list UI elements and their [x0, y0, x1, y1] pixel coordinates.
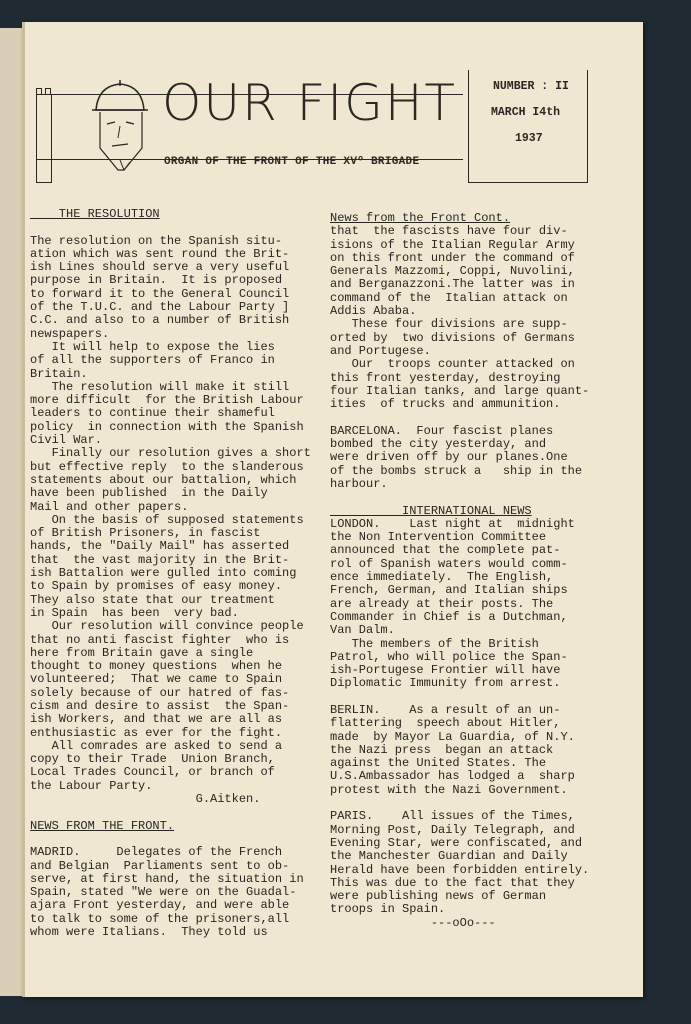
right-column-line [330, 491, 630, 504]
right-column-line: News from the Front Cont. [330, 211, 511, 225]
right-column-line: BERLIN. As a result of an un- [330, 702, 561, 717]
right-column-line: four Italian tanks, and large quant- [330, 383, 590, 398]
right-column-line: troops in Spain. [330, 902, 446, 917]
left-column-line: whom were Italians. They told us [30, 925, 268, 940]
right-column-line [330, 411, 630, 424]
right-column-line: harbour. [330, 476, 388, 491]
left-column-line: statements about our battalion, which [30, 472, 297, 487]
issue-year: 1937 [515, 132, 543, 145]
left-column-line: Civil War. [30, 433, 103, 448]
newspaper-subtitle: ORGAN OF THE FRONT OF THE XVº BRIGADE [164, 156, 420, 168]
left-column-line: enthusiastic as ever for the fight. [30, 725, 283, 740]
right-column-line: French, German, and Italian ships [330, 583, 568, 598]
left-column-line: to forward it to the General Council [30, 286, 290, 301]
right-column-line: the Manchester Guardian and Daily [330, 849, 568, 864]
right-column-line: LONDON. Last night at midnight [330, 516, 575, 531]
right-column-line: that the fascists have four div- [330, 224, 568, 239]
left-column-line: of the T.U.C. and the Labour Party ] [30, 300, 290, 315]
left-column-line: Our resolution will convince people [30, 619, 304, 634]
right-column-line: ities of trucks and ammunition. [330, 397, 561, 412]
right-column-line: Addis Ababa. [330, 304, 417, 319]
right-column-line: were driven off by our planes.One [330, 450, 568, 465]
left-column-line: policy in connection with the Spanish [30, 419, 304, 434]
right-column [330, 212, 630, 930]
right-column-line: This was due to the fact that they [330, 875, 575, 890]
left-column-line [30, 806, 320, 819]
right-column-line: this front yesterday, destroying [330, 370, 561, 385]
right-column-line: PARIS. All issues of the Times, [330, 809, 575, 824]
left-column-line: Mail and other papers. [30, 499, 189, 514]
right-column-line: flattering speech about Hitler, [330, 716, 561, 731]
left-column-line: serve, at first hand, the situation in [30, 871, 304, 886]
left-column-line: Britain. [30, 366, 88, 381]
right-column-line: bombed the city yesterday, and [330, 437, 547, 452]
issue-info-box [468, 70, 588, 183]
left-column-line: ish Workers, and that we are all as [30, 712, 283, 727]
right-column-line: command of the Italian attack on [330, 290, 568, 305]
right-column-line: Van Dalm. [330, 623, 395, 638]
right-column-line: Herald have been forbidden entirely. [330, 862, 590, 877]
left-column-line: cism and desire to assist the Span- [30, 698, 290, 713]
right-column-line: and Berganazzoni.The latter was in [330, 277, 575, 292]
right-column-line: INTERNATIONAL NEWS [330, 503, 532, 518]
left-column-line: The resolution on the Spanish situ- [30, 233, 283, 248]
left-column-line: NEWS FROM THE FRONT. [30, 818, 175, 833]
right-column-line: Evening Star, were confiscated, and [330, 835, 583, 850]
left-column-line: to talk to some of the prisoners,all [30, 911, 290, 926]
left-column-line: the Labour Party. [30, 778, 153, 793]
left-column-line: that the vast majority in the Brit- [30, 552, 290, 567]
left-column [30, 208, 320, 939]
right-column-line: Morning Post, Daily Telegraph, and [330, 822, 575, 837]
right-column-line: Generals Mazzomi, Coppi, Nuvolini, [330, 264, 575, 279]
newspaper-title: OUR FIGHT [162, 74, 457, 132]
left-column-line: THE RESOLUTION [30, 207, 160, 221]
right-column-line: were publishing news of German [330, 889, 547, 904]
left-column-line: of British Prisoners, in fascist [30, 526, 261, 541]
left-column-line: volunteered; That we came to Spain [30, 672, 283, 687]
right-column-line: the Nazi press began an attack [330, 742, 554, 757]
left-column-line: and Belgian Parliaments sent to ob- [30, 858, 290, 873]
left-column-line: purpose in Britain. It is proposed [30, 273, 283, 288]
left-column-line: The resolution will make it still [30, 379, 290, 394]
right-column-line: the Non Intervention Committee [330, 530, 547, 545]
issue-date: MARCH I4th [491, 106, 561, 119]
left-column-line: but effective reply to the slanderous [30, 459, 304, 474]
right-column-line [330, 797, 630, 810]
masthead [36, 70, 588, 182]
right-column-line [330, 691, 630, 704]
left-column-line: that no anti fascist fighter who is [30, 632, 290, 647]
right-column-line: and Portugese. [330, 343, 431, 358]
right-column-line: on this front under the command of [330, 250, 575, 265]
right-column-line: ence immediately. The English, [330, 570, 554, 585]
right-column-line: of the bombs struck a ship in the [330, 463, 583, 478]
right-column-line: Patrol, who will police the Span- [330, 649, 568, 664]
left-column-line: newspapers. [30, 326, 110, 341]
left-column-line: to Spain by promises of easy money. [30, 579, 283, 594]
left-column-line: leaders to continue their shameful [30, 406, 275, 421]
left-column-line: more difficult for the British Labour [30, 393, 304, 408]
left-column-line: ish Battalion were gulled into coming [30, 566, 297, 581]
right-column-line: against the United States. The [330, 756, 547, 771]
right-column-line: Diplomatic Immunity from arrest. [330, 676, 561, 691]
right-column-line: Commander in Chief is a Dutchman, [330, 609, 568, 624]
left-column-line: hands, the "Daily Mail" has asserted [30, 539, 290, 554]
right-column-line: These four divisions are supp- [330, 317, 568, 332]
left-column-line: Local Trades Council, or branch of [30, 765, 275, 780]
left-column-line: ish Lines should serve a very useful [30, 260, 290, 275]
right-column-line: The members of the British [330, 636, 539, 651]
left-column-line: They also state that our treatment [30, 592, 275, 607]
left-column-line: thought to money questions when he [30, 659, 283, 674]
right-column-line: isions of the Italian Regular Army [330, 237, 575, 252]
left-column-line: of all the supporters of Franco in [30, 353, 275, 368]
left-column-line: Finally our resolution gives a short [30, 446, 311, 461]
left-column-line: have been published in the Daily [30, 486, 268, 501]
right-column-line: BARCELONA. Four fascist planes [330, 423, 554, 438]
right-column-line: rol of Spanish waters would comm- [330, 556, 568, 571]
right-column-line: made by Mayor La Guardia, of N.Y. [330, 729, 575, 744]
right-column-line: ---oOo--- [330, 915, 496, 930]
left-column-line [30, 833, 320, 846]
left-column-line: Spain, stated "We were on the Guadal- [30, 885, 297, 900]
issue-number: NUMBER : II [493, 80, 569, 93]
left-column-line [30, 221, 320, 234]
right-column-line: ish-Portugese Frontier will have [330, 663, 561, 678]
right-column-line: Our troops counter attacked on [330, 357, 575, 372]
right-column-line: are already at their posts. The [330, 596, 554, 611]
left-column-line: On the basis of supposed statements [30, 512, 304, 527]
left-column-line: MADRID. Delegates of the French [30, 845, 283, 860]
left-column-line: All comrades are asked to send a [30, 738, 283, 753]
left-column-line: solely because of our hatred of fas- [30, 685, 290, 700]
left-column-line: It will help to expose the lies [30, 339, 275, 354]
left-column-line: C.C. and also to a number of British [30, 313, 290, 328]
left-column-line: here from Britain gave a single [30, 645, 268, 660]
right-column-line: U.S.Ambassador has lodged a sharp [330, 769, 575, 784]
left-column-line: ajara Front yesterday, and were able [30, 898, 290, 913]
soldier-helmet-icon [90, 78, 150, 173]
left-column-line: G.Aitken. [30, 792, 261, 807]
right-column-line: protest with the Nazi Government. [330, 782, 568, 797]
left-column-line: copy to their Trade Union Branch, [30, 752, 275, 767]
left-column-line: ation which was sent round the Brit- [30, 246, 290, 261]
right-column-line: orted by two divisions of Germans [330, 330, 575, 345]
right-column-line: announced that the complete pat- [330, 543, 561, 558]
left-column-line: in Spain has been very bad. [30, 605, 239, 620]
